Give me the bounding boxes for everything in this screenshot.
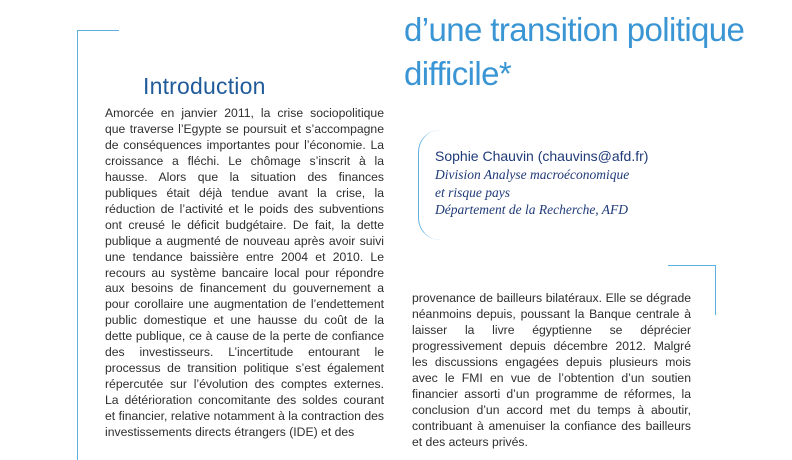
author-block <box>435 147 765 219</box>
author-name: Sophie Chauvin (chauvins@afd.fr) <box>435 148 649 164</box>
right-column-paragraph: provenance de bailleurs bilatéraux. Elle se dégrade néanmoins depuis, poussant la Banque centrale à laisser la livre égyptienne se déprécier progressivement depuis décembre 2012. Malgré les discussions engagées depuis plusieurs mois avec le FMI en vue de l’obtention d’un soutien financier assorti d’un programme de réformes, la conclusion d’un accord met du temps à aboutir, contribuant à amenuiser la confiance des bailleurs et des acteurs privés. <box>412 291 691 449</box>
introduction-body <box>105 106 384 441</box>
left-frame-side-rule <box>77 30 78 460</box>
right-column-body <box>412 291 691 451</box>
document-title <box>404 8 744 96</box>
right-frame-side-rule <box>715 265 716 315</box>
author-affiliation-3: Département de la Recherche, AFD <box>435 202 629 217</box>
right-frame-top-rule <box>668 265 716 266</box>
title-line-1: d’une transition politique <box>404 11 745 49</box>
title-line-2: difficile <box>404 55 499 93</box>
author-affiliation-1: Division Analyse macroéconomique <box>435 167 630 182</box>
left-frame-top-rule <box>77 30 119 31</box>
introduction-paragraph: Amorcée en janvier 2011, la crise sociopolitique que traverse l’Egypte se poursuit et s’accompagne de conséquences importantes pour l’économie. La croissance a fléchi. Le chômage s’inscrit à la hausse. Alors que la situation des finances publiques était déjà tendue avant la crise, la réduction de l’activité et le poids des subventions ont creusé le déficit budgétaire. De fait, la dette publique a augmenté de nouveau après avoir suivi une tendance baissière entre 2004 et 2010. Le recours au système bancaire local pour répondre aux besoins de financement du gouvernement a pour corollaire une augmentation de l’endettement public domestique et une hausse du coût de la dette publique, ce à cause de la perte de confiance des investisseurs. L’incertitude entourant le processus de transition politique s’est également répercutée sur l’évolution des comptes externes. La détérioration concomitante des soldes courant et financier, relative notamment à la contraction des investissements directs étrangers (IDE) et des <box>105 106 384 440</box>
author-affiliation-2: et risque pays <box>435 184 510 200</box>
section-heading-introduction: Introduction <box>143 73 266 100</box>
title-footnote-star: * <box>498 55 512 93</box>
